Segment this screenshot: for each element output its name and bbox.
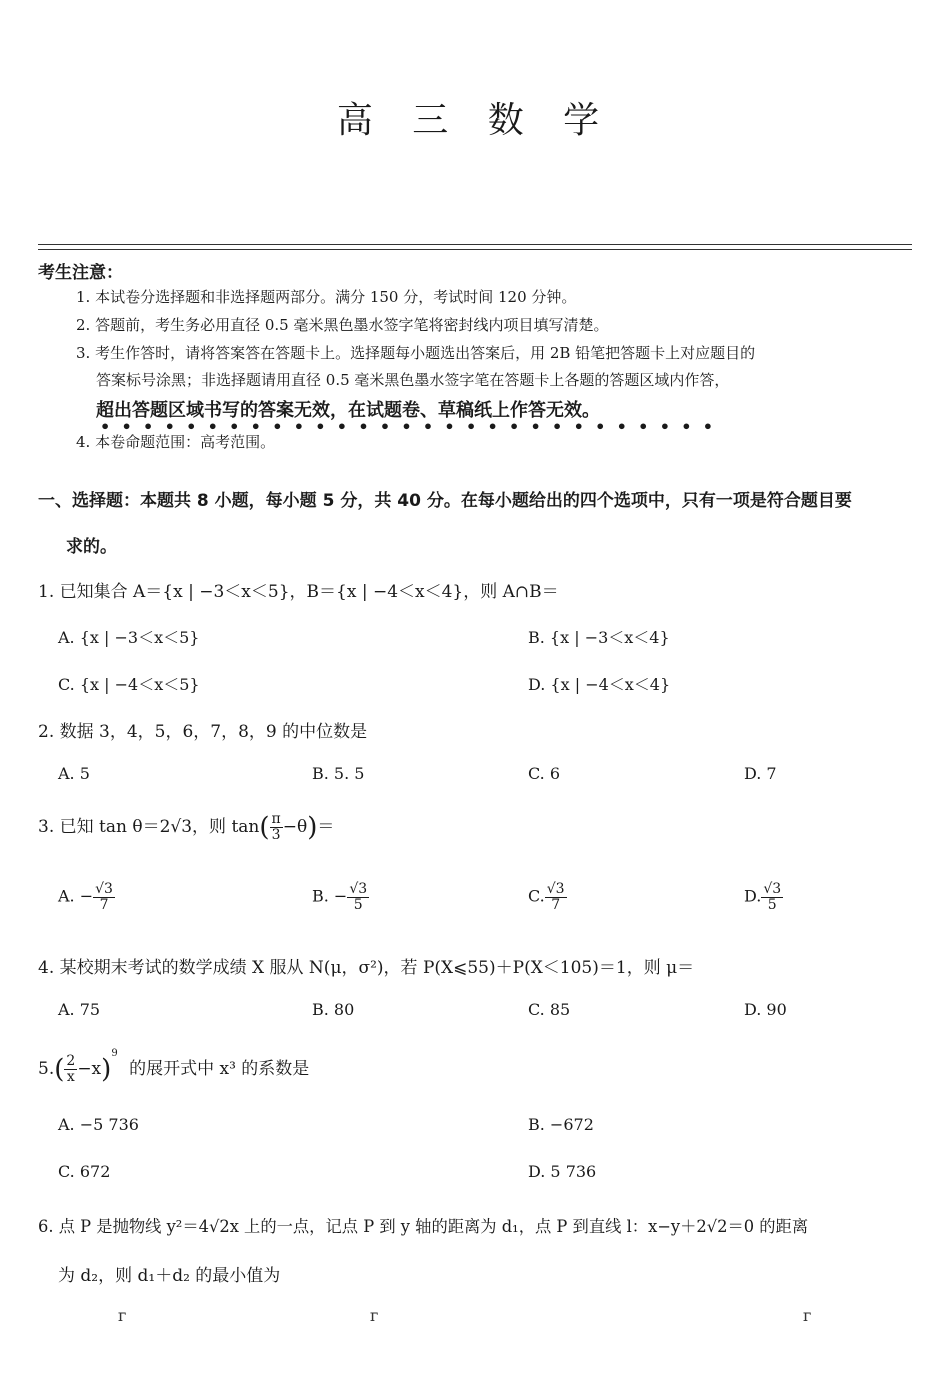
question-2-option-c: C. 6 <box>528 764 561 783</box>
question-5-option-d: D. 5 736 <box>528 1162 597 1181</box>
notice-item-4: 4. 本卷命题范围：高考范围。 <box>76 433 276 451</box>
fraction: $\frac{√3}{7}$ <box>546 881 565 913</box>
question-1-option-b: B. {x | −3＜x＜4} <box>528 628 670 647</box>
paren-close: ) <box>307 812 318 843</box>
question-6-stem-cont: 为 d₂，则 d₁＋d₂ 的最小值为 <box>58 1266 281 1286</box>
notice-heading: 考生注意： <box>38 263 123 283</box>
question-2-stem: 2. 数据 3，4，5，6，7，8，9 的中位数是 <box>38 722 368 742</box>
notice-item-1: 1. 本试卷分选择题和非选择题两部分。满分 150 分，考试时间 120 分钟。 <box>76 288 577 306</box>
paren-open: ( <box>54 1054 65 1085</box>
fraction: $\frac{√3}{7}$ <box>95 881 113 913</box>
cut-off-mark: г <box>370 1306 379 1325</box>
header-rule-thin <box>38 249 912 250</box>
notice-item-3-cont: 答案标号涂黑；非选择题请用直径 0.5 毫米黑色墨水签字笔在答题卡上各题的答题区域内作答， <box>96 371 730 389</box>
question-1-option-c: C. {x | −4＜x＜5} <box>58 675 200 694</box>
question-4-option-b: B. 80 <box>312 1000 355 1019</box>
question-6-stem: 6. 点 P 是抛物线 y²＝4√2x 上的一点，记点 P 到 y 轴的距离为 d₁，点 P 到直线 l：x−y＋2√2＝0 的距离 <box>38 1217 809 1236</box>
emphasis-dots: ••••••••••••••••••••••••••••• <box>100 417 725 436</box>
notice-item-3-emphasis: 超出答题区域书写的答案无效，在试题卷、草稿纸上作答无效。 <box>96 400 600 421</box>
question-3-stem <box>38 812 334 843</box>
question-1-option-a: A. {x | −3＜x＜5} <box>58 628 200 647</box>
exponent: 9 <box>111 1048 118 1059</box>
question-4-option-a: A. 75 <box>58 1000 101 1019</box>
fraction: $\frac{√3}{5}$ <box>763 881 782 913</box>
question-4-stem: 4. 某校期末考试的数学成绩 X 服从 N(μ，σ²)，若 P(X⩽55)＋P(X＜105)＝1，则 μ＝ <box>38 958 695 978</box>
question-2-option-d: D. 7 <box>744 764 777 783</box>
question-1-option-d: D. {x | −4＜x＜4} <box>528 675 671 694</box>
question-3-stem-text: 3. 已知 tan θ＝2√3，则 tan <box>38 817 260 837</box>
question-3-stem-post: −θ <box>282 817 308 837</box>
cut-off-mark: г <box>118 1306 127 1325</box>
question-3-option-c: C. $\frac{√3}{7}$ <box>528 881 565 913</box>
page-title: 高 三 数 学 <box>336 100 614 141</box>
fraction: $\frac{√3}{5}$ <box>349 881 368 913</box>
paren-close: ) <box>101 1054 112 1085</box>
question-1-stem: 1. 已知集合 A＝{x | −3＜x＜5}，B＝{x | −4＜x＜4}，则 A∩B＝ <box>38 582 559 602</box>
section-heading-cont: 求的。 <box>66 537 117 557</box>
notice-item-2: 2. 答题前，考生务必用直径 0.5 毫米黑色墨水签字笔将密封线内项目填写清楚。 <box>76 316 609 334</box>
question-2-option-b: B. 5. 5 <box>312 764 365 783</box>
question-3-option-b: B. − $\frac{√3}{5}$ <box>312 881 368 913</box>
notice-item-3: 3. 考生作答时，请将答案答在答题卡上。选择题每小题选出答案后，用 2B 铅笔把答题卡上对应题目的 <box>76 344 756 362</box>
paren-open: ( <box>259 812 270 843</box>
question-4-option-c: C. 85 <box>528 1000 571 1019</box>
section-heading: 一、选择题：本题共 8 小题，每小题 5 分，共 40 分。在每小题给出的四个选项中，只有一项是符合题目要 <box>38 491 852 511</box>
question-3-option-a: A. − $\frac{√3}{7}$ <box>58 881 113 913</box>
question-5-option-c: C. 672 <box>58 1162 111 1181</box>
question-5-option-b: B. −672 <box>528 1115 594 1134</box>
question-3-option-d: D. $\frac{√3}{5}$ <box>744 881 782 913</box>
question-4-option-d: D. 90 <box>744 1000 787 1019</box>
question-5-stem: 5.( $\frac{2}{x}$ −x)$^9$ 的展开式中 x³ 的系数是 <box>38 1048 310 1085</box>
fraction: $\frac{\pi}{3}$ <box>271 811 281 843</box>
cut-off-mark: г <box>803 1306 812 1325</box>
question-3-stem-end: ＝ <box>317 817 335 837</box>
header-rule <box>38 244 912 245</box>
question-2-option-a: A. 5 <box>58 764 90 783</box>
fraction: $\frac{2}{x}$ <box>66 1053 76 1085</box>
question-5-option-a: A. −5 736 <box>58 1115 139 1134</box>
